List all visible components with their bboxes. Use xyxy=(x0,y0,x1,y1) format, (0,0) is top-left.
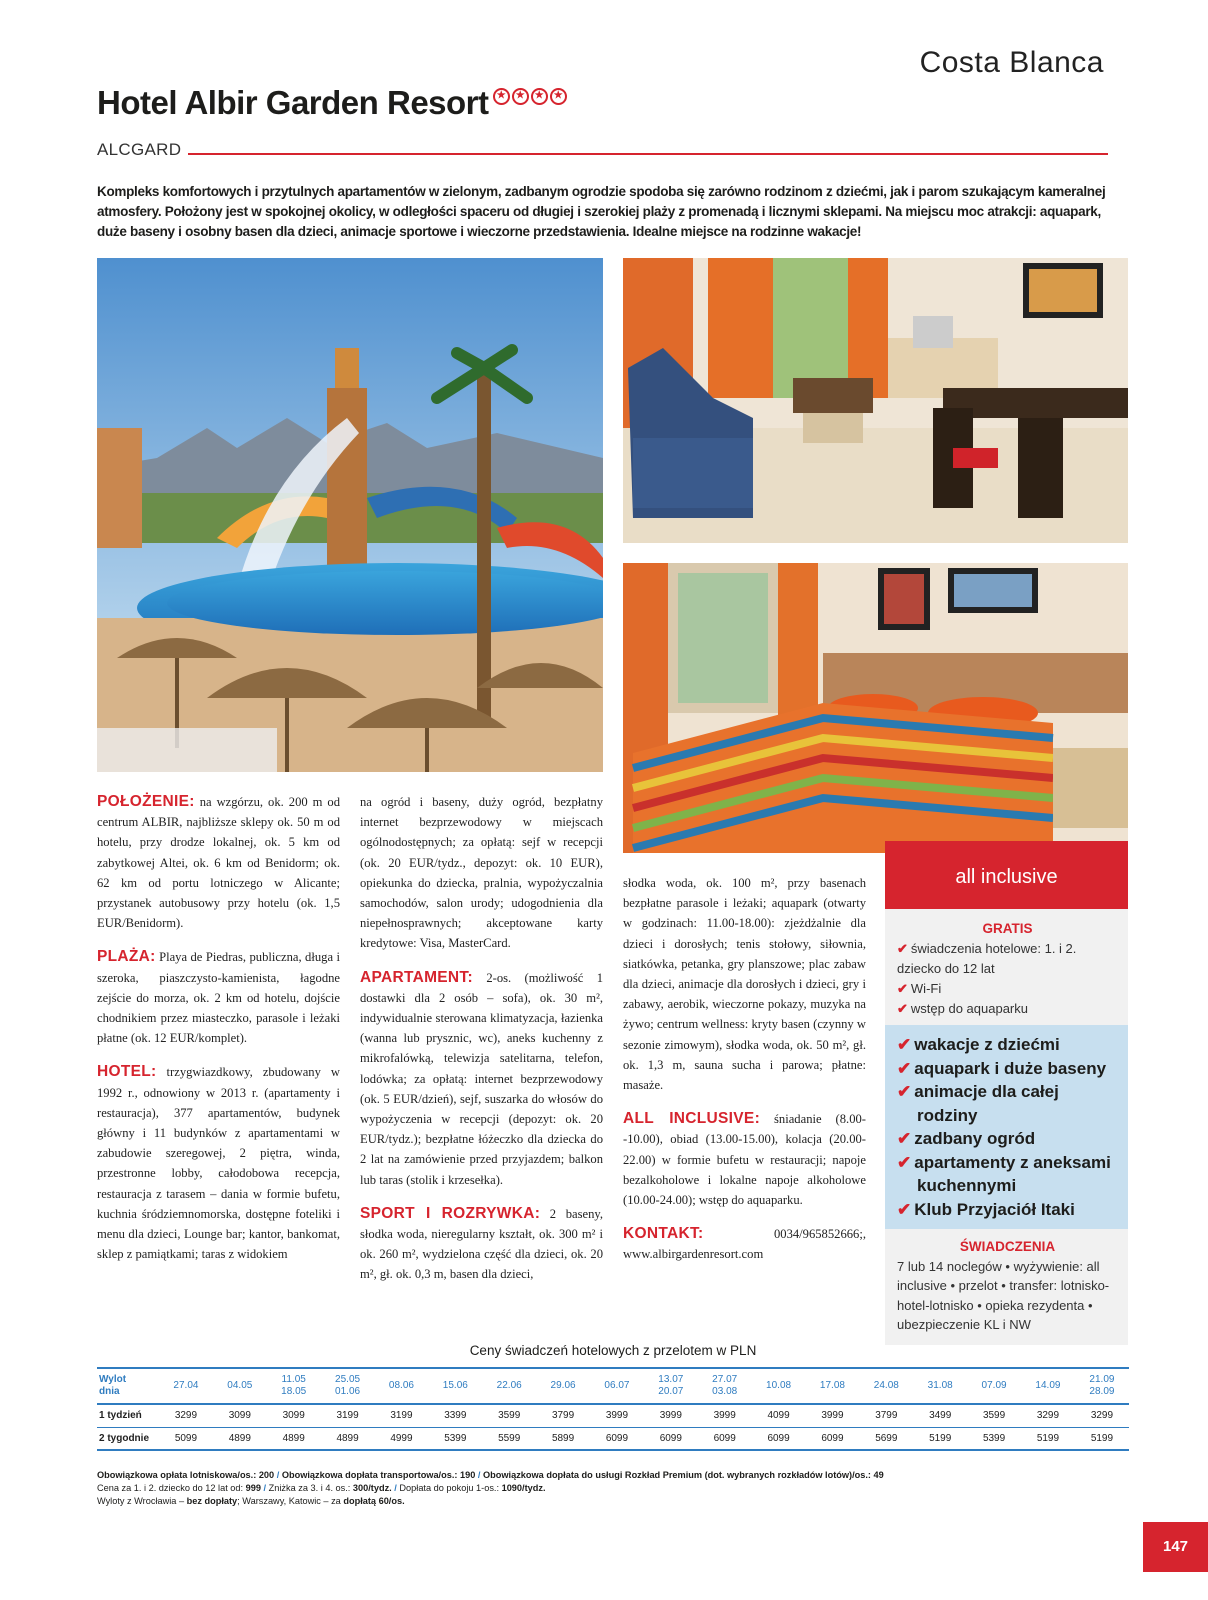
price-cell: 3399 xyxy=(428,1404,482,1427)
check-icon: ✔ xyxy=(897,981,908,996)
section-label: KONTAKT: xyxy=(623,1225,704,1243)
star-icon: ★ xyxy=(550,88,567,105)
price-cell: 4899 xyxy=(267,1427,321,1450)
hotel-title xyxy=(97,84,567,122)
departure-date: 25.05 xyxy=(335,1374,361,1385)
departure-date-cell xyxy=(482,1368,536,1404)
star-rating xyxy=(493,88,567,105)
price-cell: 3199 xyxy=(375,1404,429,1427)
section-text: słodka woda, ok. 100 m², przy basenach bezpłatne parasole i leżaki; aquapark (otwarty w godzinach: 11.00-18.00): zjeżdżalnie dla dzieci i dorosłych; tenis stołowy, siłownia, siatkówka, petanka, gry planszowe; plac zabaw dla dzieci, animacje dla dorosłych i dzieci, gry i zabawy, aerobik, wieczorne pokazy, muzyka na żywo; centrum wellness: kryty basen (czynny w sezonie zimowym), słodka woda, ok. 50 m², gł. ok. 1,3 m, sauna sucha i parowa; płatne: masaże. xyxy=(623,876,866,1093)
price-cell: 3299 xyxy=(159,1404,213,1427)
hotel-code: ALCGARD xyxy=(97,140,182,159)
promo-swiadczenia xyxy=(885,1229,1128,1345)
dates-label-line: dnia xyxy=(99,1386,120,1397)
section-label: ALL INCLUSIVE: xyxy=(623,1110,761,1128)
price-cell: 6099 xyxy=(698,1427,752,1450)
hotel-name: Hotel Albir Garden Resort xyxy=(97,84,489,121)
promo-box xyxy=(885,841,1128,1345)
feature-item: ✔ wakacje z dziećmi xyxy=(897,1035,1060,1054)
departure-date-cell xyxy=(536,1368,590,1404)
price-row xyxy=(97,1427,1129,1450)
feature-item: ✔ Klub Przyjaciół Itaki xyxy=(897,1199,1075,1219)
check-icon: ✔ xyxy=(897,1035,912,1054)
departure-date: 07.09 xyxy=(981,1380,1007,1391)
departure-date: 31.08 xyxy=(927,1380,953,1391)
check-icon: ✔ xyxy=(897,1129,912,1148)
departure-date-cell xyxy=(213,1368,267,1404)
section-apartament xyxy=(360,968,603,1190)
promo-features xyxy=(885,1025,1128,1229)
star-icon: ★ xyxy=(512,88,529,105)
notes-line-1: Obowiązkowa opłata lotniskowa/os.: 200 / Obowiązkowa dopłata transportowa/os.: 190 / Obowiązkowa dopłata do usługi Rozkład Premium (dot. wybranych rozkładów lotów)/os.: 49 xyxy=(97,1470,884,1480)
section-label: POŁOŻENIE: xyxy=(97,793,195,810)
price-cell: 5399 xyxy=(967,1427,1021,1450)
price-cell: 6099 xyxy=(644,1427,698,1450)
departure-date: 27.04 xyxy=(173,1380,199,1391)
column-3 xyxy=(623,873,866,1279)
dates-label xyxy=(97,1368,159,1404)
feature-item: ✔ apartamenty z aneksami kuchennymi xyxy=(897,1152,1111,1195)
departure-date-cell xyxy=(428,1368,482,1404)
price-cell: 5699 xyxy=(859,1427,913,1450)
departure-date: 27.07 xyxy=(712,1374,738,1385)
section-label: PLAŻA: xyxy=(97,948,156,966)
bedroom-photo xyxy=(623,563,1128,853)
column-1 xyxy=(97,792,340,1278)
dates-label-line: Wylot xyxy=(99,1374,127,1385)
departure-date: 14.09 xyxy=(1035,1380,1061,1391)
section-label: APARTAMENT: xyxy=(360,968,473,986)
price-cell: 3999 xyxy=(698,1404,752,1427)
section-text: 2-os. (możliwość 1 dostawki dla 2 osób – sofa), ok. 30 m², indywidualnie sterowana klimatyzacja, łazienka (wanna lub prysznic, wc), aneks kuchenny z mikrofalówką, telewizja satelitarna, telefon, lodówka; za opłatą: internet bezprzewodowy (ok. 5 EUR/dzień), sejf, suszarka do włosów do wypożyczenia w recepcji (depozyt: ok. 20 EUR/tydz.); bezpłatne łóżeczko dla dziecka do 2 lat na zamówienie przed przyjazdem; balkon lub taras (stolik i krzesełka). xyxy=(360,970,603,1187)
price-table xyxy=(97,1367,1129,1451)
price-cell: 3599 xyxy=(482,1404,536,1427)
departure-date-cell xyxy=(698,1368,752,1404)
departure-date: 17.08 xyxy=(819,1380,845,1391)
departure-date-cell xyxy=(644,1368,698,1404)
departure-date: 08.06 xyxy=(388,1380,414,1391)
departure-date: 24.08 xyxy=(873,1380,899,1391)
check-icon: ✔ xyxy=(897,941,908,956)
price-cell: 3799 xyxy=(536,1404,590,1427)
departure-date: 21.09 xyxy=(1089,1374,1115,1385)
price-notes xyxy=(97,1469,1129,1508)
departure-date-cell xyxy=(159,1368,213,1404)
departure-date: 06.07 xyxy=(604,1380,630,1391)
price-cell: 3099 xyxy=(213,1404,267,1427)
swiadczenia-title: ŚWIADCZENIA xyxy=(959,1239,1056,1254)
check-icon: ✔ xyxy=(897,1001,908,1016)
departure-date-cell xyxy=(752,1368,806,1404)
departure-date-cell xyxy=(967,1368,1021,1404)
section-text: śniadanie (8.00--10.00), obiad (13.00-15.00), kolacja (20.00-22.00) w formie bufetu w restauracji; napoje bezalkoholowe i lokalne napoje alkoholowe (10.00-24.00); wstęp do aquaparku. xyxy=(623,1112,866,1208)
departure-date: 10.08 xyxy=(766,1380,792,1391)
price-row-label: 2 tygodnie xyxy=(97,1427,159,1450)
departure-date: 22.06 xyxy=(496,1380,522,1391)
price-dates-row xyxy=(97,1368,1129,1404)
column-2 xyxy=(360,792,603,1299)
price-table-title: Ceny świadczeń hotelowych z przelotem w PLN xyxy=(469,1343,757,1358)
section-hotel xyxy=(97,1062,340,1264)
price-cell: 4899 xyxy=(213,1427,267,1450)
departure-date: 20.07 xyxy=(658,1386,684,1397)
section-text: 0034/965852666;, www.albirgardenresort.com xyxy=(623,1227,866,1262)
intro-paragraph: Kompleks komfortowych i przytulnych apartamentów w zielonym, zadbanym ogrodzie spodoba się zarówno rodzinom z dziećmi, jak i parom szukającym kameralnej atmosfery. Położony jest w spokojnej okolicy, w odległości spaceru od długiej i szerokiej plaży z promenadą i licznymi sklepami. Na miejscu moc atrakcji: aquapark, duże baseny i osobny basen dla dzieci, animacje sportowe i wieczorne przedstawienia. Idealne miejsce na rodzinne wakacje! xyxy=(97,184,1106,239)
gratis-item: ✔ świadczenia hotelowe: 1. i 2. dziecko do 12 lat xyxy=(897,941,1077,976)
title-divider xyxy=(188,153,1108,155)
star-icon: ★ xyxy=(493,88,510,105)
departure-date: 29.06 xyxy=(550,1380,576,1391)
departure-date: 18.05 xyxy=(281,1386,307,1397)
price-cell: 3499 xyxy=(913,1404,967,1427)
price-row-label: 1 tydzień xyxy=(97,1404,159,1427)
price-cell: 3999 xyxy=(644,1404,698,1427)
price-cell: 3299 xyxy=(1021,1404,1075,1427)
price-cell: 6099 xyxy=(806,1427,860,1450)
gratis-title: GRATIS xyxy=(982,921,1033,936)
price-cell: 3299 xyxy=(1075,1404,1129,1427)
price-cell: 3199 xyxy=(321,1404,375,1427)
section-polozenie xyxy=(97,792,340,933)
departure-date: 28.09 xyxy=(1089,1386,1115,1397)
price-cell: 5399 xyxy=(428,1427,482,1450)
check-icon: ✔ xyxy=(897,1058,912,1078)
price-cell: 5099 xyxy=(159,1427,213,1450)
price-cell: 4899 xyxy=(321,1427,375,1450)
price-cell: 3999 xyxy=(806,1404,860,1427)
departure-date: 15.06 xyxy=(442,1380,468,1391)
price-cell: 5899 xyxy=(536,1427,590,1450)
region-title: Costa Blanca xyxy=(919,46,1104,79)
price-cell: 3099 xyxy=(267,1404,321,1427)
departure-date: 01.06 xyxy=(335,1386,361,1397)
price-cell: 3599 xyxy=(967,1404,1021,1427)
departure-date-cell xyxy=(859,1368,913,1404)
price-row xyxy=(97,1404,1129,1427)
price-cell: 5599 xyxy=(482,1427,536,1450)
price-cell: 5199 xyxy=(913,1427,967,1450)
page-number: 147 xyxy=(1143,1522,1208,1572)
living-room-photo xyxy=(623,258,1128,543)
check-icon: ✔ xyxy=(897,1152,912,1172)
check-icon: ✔ xyxy=(897,1199,912,1219)
departure-date-cell xyxy=(267,1368,321,1404)
notes-line-3: Wyloty z Wrocławia – bez dopłaty; Warszawy, Katowic – za dopłatą 60/os. xyxy=(97,1496,405,1506)
star-icon: ★ xyxy=(531,88,548,105)
promo-gratis xyxy=(885,909,1128,1025)
price-cell: 4099 xyxy=(752,1404,806,1427)
departure-date: 04.05 xyxy=(227,1380,253,1391)
departure-date: 03.08 xyxy=(712,1386,738,1397)
gratis-item: ✔ Wi-Fi xyxy=(897,981,942,996)
departure-date-cell xyxy=(806,1368,860,1404)
gratis-item: ✔ wstęp do aquaparku xyxy=(897,1001,1028,1016)
feature-item: ✔ zadbany ogród xyxy=(897,1129,1036,1148)
section-sport xyxy=(360,1204,603,1285)
price-cell: 6099 xyxy=(752,1427,806,1450)
section-label: SPORT I ROZRYWKA: xyxy=(360,1204,541,1222)
departure-date-cell xyxy=(590,1368,644,1404)
aquapark-photo xyxy=(97,258,603,772)
section-hotel-cont xyxy=(360,792,603,954)
notes-line-2: Cena za 1. i 2. dziecko do 12 lat od: 999 / Zniżka za 3. i 4. os.: 300/tydz. / Dopłata do pokoju 1-os.: 1090/tydz. xyxy=(97,1483,546,1493)
departure-date-cell xyxy=(375,1368,429,1404)
swiadczenia-text: 7 lub 14 noclegów • wyżywienie: all inclusive • przelot • transfer: lotnisko-hotel-lotnisko • opieka rezydenta • ubezpieczenie KL i NW xyxy=(897,1258,1110,1332)
section-plaza xyxy=(97,947,340,1048)
promo-header: all inclusive xyxy=(885,841,1128,909)
price-cell: 5199 xyxy=(1075,1427,1129,1450)
price-cell: 3799 xyxy=(859,1404,913,1427)
check-icon: ✔ xyxy=(897,1082,912,1101)
departure-date-cell xyxy=(1075,1368,1129,1404)
section-text: 2 baseny, słodka woda, nieregularny kształt, ok. 300 m² i ok. 260 m², wydzielona część dla dzieci, ok. 20 m², gł. ok. 0,3 m, basen dla dzieci, xyxy=(360,1206,603,1282)
departure-date-cell xyxy=(1021,1368,1075,1404)
section-text: na wzgórzu, ok. 200 m od centrum ALBIR, najbliższe sklepy ok. 50 m od hotelu, przy drodze lokalnej, ok. 5 km od zabytkowej Altei, ok. 6 km od Benidorm; ok. 62 km od portu lotniczego w Alicante; przystanek autobusowy przy hotelu (ok. 1,5 EUR/Benidorm). xyxy=(97,795,340,931)
price-cell: 6099 xyxy=(590,1427,644,1450)
section-all-inclusive xyxy=(623,1109,866,1210)
price-cell: 5199 xyxy=(1021,1427,1075,1450)
feature-item: ✔ animacje dla całej rodziny xyxy=(897,1082,1059,1125)
departure-date: 11.05 xyxy=(281,1374,306,1385)
section-label: HOTEL: xyxy=(97,1063,157,1081)
price-cell: 4999 xyxy=(375,1427,429,1450)
price-cell: 3999 xyxy=(590,1404,644,1427)
departure-date: 13.07 xyxy=(658,1374,684,1385)
departure-date-cell xyxy=(321,1368,375,1404)
section-kontakt xyxy=(623,1224,866,1264)
section-text: Playa de Piedras, publiczna, długa i szeroka, piaszczysto-kamienista, łagodne zejście do morza, ok. 2 km od hotelu, dojście chodnikiem przez miasteczko, parasole i leżaki płatne (ok. 12 EUR/komplet). xyxy=(97,950,340,1046)
section-text: trzygwiazdkowy, zbudowany w 1992 r., odnowiony w 2013 r. (apartamenty i restauracja), 377 apartamentów, budynek główny i 11 budynków z apartamentami w zabudowie szeregowej, 2 piętra, winda, przestronne lobby, całodobowa recepcja, restauracja z tarasem – dania w formie bufetu, kuchnia śródziemnomorska, dostępne foteliki i menu dla dzieci, Lounge bar; kantor, bankomat, sklep z pamiątkami; taras z widokiem xyxy=(97,1065,340,1262)
feature-item: ✔ aquapark i duże baseny xyxy=(897,1058,1107,1078)
section-text: na ogród i baseny, duży ogród, bezpłatny internet bezprzewodowy w miejscach ogólnodostępnych; za opłatą: sejf w recepcji (ok. 20 EUR/tydz., depozyt: ok. 10 EUR), opiekunka do dziecka, pralnia, wypożyczalnia samochodów, salon urody; udogodnienia dla niepełnosprawnych; akceptowane karty kredytowe: Visa, MasterCard. xyxy=(360,795,603,951)
departure-date-cell xyxy=(913,1368,967,1404)
section-sport-cont xyxy=(623,873,866,1095)
